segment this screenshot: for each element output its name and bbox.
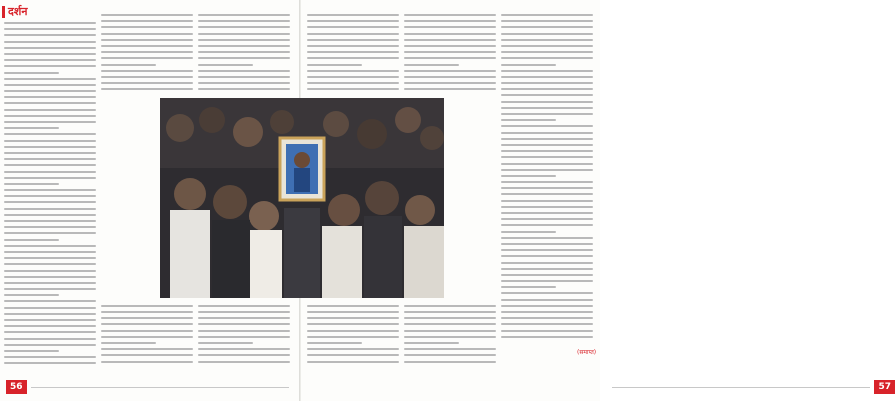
text-line-placeholder xyxy=(404,45,496,47)
text-line-placeholder xyxy=(4,59,96,61)
text-line-placeholder xyxy=(4,239,59,241)
text-line-placeholder xyxy=(501,150,593,152)
text-line-placeholder xyxy=(501,311,593,313)
text-line-placeholder xyxy=(307,323,399,325)
text-line-placeholder xyxy=(101,323,193,325)
text-line-placeholder xyxy=(404,26,496,28)
text-line-placeholder xyxy=(101,57,193,59)
text-line-placeholder xyxy=(307,311,399,313)
text-line-placeholder xyxy=(404,342,459,344)
text-line-placeholder xyxy=(4,34,96,36)
text-line-placeholder xyxy=(198,64,253,66)
text-line-placeholder xyxy=(4,331,96,333)
section-title: दर्शन xyxy=(8,5,28,18)
text-line-placeholder xyxy=(501,64,556,66)
text-line-placeholder xyxy=(198,323,290,325)
text-line-placeholder xyxy=(404,323,496,325)
text-line-placeholder xyxy=(101,64,156,66)
text-line-placeholder xyxy=(198,20,290,22)
text-line-placeholder xyxy=(501,70,593,72)
text-line-placeholder xyxy=(4,325,96,327)
text-line-placeholder xyxy=(4,313,96,315)
text-line-placeholder xyxy=(501,268,593,270)
text-line-placeholder xyxy=(198,88,290,90)
text-line-placeholder xyxy=(404,70,496,72)
text-line-placeholder xyxy=(101,88,193,90)
text-line-placeholder xyxy=(101,348,193,350)
text-line-placeholder xyxy=(198,330,290,332)
text-line-placeholder xyxy=(404,317,496,319)
text-line-placeholder xyxy=(101,330,193,332)
text-line-placeholder xyxy=(501,212,593,214)
text-line-placeholder xyxy=(501,113,593,115)
text-line-placeholder xyxy=(198,82,290,84)
text-line-placeholder xyxy=(501,88,593,90)
text-line-placeholder xyxy=(404,311,496,313)
text-line-placeholder xyxy=(501,274,593,276)
text-line-placeholder xyxy=(501,101,593,103)
left-footer xyxy=(6,380,293,394)
text-line-placeholder xyxy=(101,354,193,356)
text-column-1 xyxy=(4,22,96,369)
text-line-placeholder xyxy=(101,26,193,28)
text-line-placeholder xyxy=(501,323,593,325)
text-line-placeholder xyxy=(404,57,496,59)
text-line-placeholder xyxy=(4,96,96,98)
text-line-placeholder xyxy=(307,354,399,356)
text-line-placeholder xyxy=(101,317,193,319)
text-line-placeholder xyxy=(501,262,593,264)
text-line-placeholder xyxy=(4,338,96,340)
text-line-placeholder xyxy=(307,330,399,332)
text-line-placeholder xyxy=(4,208,96,210)
text-line-placeholder xyxy=(198,26,290,28)
text-line-placeholder xyxy=(501,237,593,239)
text-line-placeholder xyxy=(501,206,593,208)
text-line-placeholder xyxy=(404,354,496,356)
text-line-placeholder xyxy=(501,82,593,84)
text-line-placeholder xyxy=(4,300,96,302)
text-line-placeholder xyxy=(501,200,593,202)
text-line-placeholder xyxy=(4,226,96,228)
text-line-placeholder xyxy=(4,319,96,321)
text-line-placeholder xyxy=(501,169,593,171)
text-line-placeholder xyxy=(307,20,399,22)
text-line-placeholder xyxy=(4,47,96,49)
text-line-placeholder xyxy=(501,305,593,307)
text-line-placeholder xyxy=(307,361,399,363)
text-line-placeholder xyxy=(4,245,96,247)
text-line-placeholder xyxy=(501,280,593,282)
text-line-placeholder xyxy=(307,14,399,16)
text-line-placeholder xyxy=(4,121,96,123)
text-line-placeholder xyxy=(4,65,96,67)
text-line-placeholder xyxy=(501,336,593,338)
text-line-placeholder xyxy=(404,64,459,66)
text-line-placeholder xyxy=(4,109,96,111)
text-line-placeholder xyxy=(501,156,593,158)
text-line-placeholder xyxy=(198,70,290,72)
text-line-placeholder xyxy=(4,140,96,142)
text-line-placeholder xyxy=(4,102,96,104)
text-line-placeholder xyxy=(404,88,496,90)
text-line-placeholder xyxy=(501,26,593,28)
text-line-placeholder xyxy=(4,189,96,191)
text-line-placeholder xyxy=(4,28,96,30)
footer-rule-right xyxy=(612,387,870,388)
text-line-placeholder xyxy=(307,88,399,90)
text-line-placeholder xyxy=(4,171,96,173)
text-line-placeholder xyxy=(4,84,96,86)
text-line-placeholder xyxy=(101,51,193,53)
text-line-placeholder xyxy=(501,218,593,220)
text-line-placeholder xyxy=(4,115,96,117)
text-line-placeholder xyxy=(4,282,96,284)
text-line-placeholder xyxy=(404,336,496,338)
text-line-placeholder xyxy=(4,158,96,160)
text-line-placeholder xyxy=(501,175,556,177)
text-line-placeholder xyxy=(4,53,96,55)
text-line-placeholder xyxy=(501,249,593,251)
text-line-placeholder xyxy=(198,45,290,47)
text-line-placeholder xyxy=(501,132,593,134)
section-bar xyxy=(2,6,5,18)
text-line-placeholder xyxy=(307,64,362,66)
text-line-placeholder xyxy=(198,305,290,307)
text-line-placeholder xyxy=(198,51,290,53)
text-line-placeholder xyxy=(404,51,496,53)
text-line-placeholder xyxy=(101,39,193,41)
page-number-left: 56 xyxy=(6,380,27,394)
text-line-placeholder xyxy=(307,76,399,78)
text-line-placeholder xyxy=(501,224,593,226)
text-line-placeholder xyxy=(4,164,96,166)
text-line-placeholder xyxy=(307,33,399,35)
text-line-placeholder xyxy=(101,336,193,338)
text-line-placeholder xyxy=(4,72,59,74)
text-line-placeholder xyxy=(4,307,96,309)
text-line-placeholder xyxy=(4,232,96,234)
text-line-placeholder xyxy=(307,336,399,338)
text-line-placeholder xyxy=(501,57,593,59)
text-line-placeholder xyxy=(4,270,96,272)
text-line-placeholder xyxy=(4,41,96,43)
text-line-placeholder xyxy=(101,33,193,35)
text-line-placeholder xyxy=(404,330,496,332)
text-line-placeholder xyxy=(307,82,399,84)
text-line-placeholder xyxy=(4,195,96,197)
text-line-placeholder xyxy=(4,146,96,148)
text-line-placeholder xyxy=(198,354,290,356)
text-line-placeholder xyxy=(307,45,399,47)
page-number-right: 57 xyxy=(874,380,895,394)
text-line-placeholder xyxy=(501,181,593,183)
text-line-placeholder xyxy=(501,20,593,22)
text-line-placeholder xyxy=(501,243,593,245)
text-line-placeholder xyxy=(404,39,496,41)
text-line-placeholder xyxy=(307,39,399,41)
text-line-placeholder xyxy=(501,144,593,146)
text-line-placeholder xyxy=(501,163,593,165)
text-line-placeholder xyxy=(4,183,59,185)
text-line-placeholder xyxy=(404,20,496,22)
text-line-placeholder xyxy=(501,187,593,189)
text-line-placeholder xyxy=(101,361,193,363)
text-line-placeholder xyxy=(101,76,193,78)
text-line-placeholder xyxy=(4,201,96,203)
text-line-placeholder xyxy=(4,356,96,358)
text-line-placeholder xyxy=(4,90,96,92)
text-line-placeholder xyxy=(307,342,362,344)
text-line-placeholder xyxy=(501,33,593,35)
text-line-placeholder xyxy=(404,14,496,16)
text-line-placeholder xyxy=(101,342,156,344)
text-line-placeholder xyxy=(101,82,193,84)
text-line-placeholder xyxy=(101,311,193,313)
text-line-placeholder xyxy=(501,317,593,319)
text-line-placeholder xyxy=(501,292,593,294)
text-line-placeholder xyxy=(307,57,399,59)
text-line-placeholder xyxy=(501,255,593,257)
text-line-placeholder xyxy=(404,33,496,35)
text-line-placeholder xyxy=(4,263,96,265)
text-line-placeholder xyxy=(307,51,399,53)
crowd-photo-illustration xyxy=(160,98,444,298)
text-line-placeholder xyxy=(198,57,290,59)
text-line-placeholder xyxy=(4,22,96,24)
text-line-placeholder xyxy=(198,76,290,78)
text-line-placeholder xyxy=(404,82,496,84)
text-line-placeholder xyxy=(198,361,290,363)
text-line-placeholder xyxy=(4,276,96,278)
text-line-placeholder xyxy=(4,152,96,154)
text-line-placeholder xyxy=(501,39,593,41)
text-line-placeholder xyxy=(404,348,496,350)
text-line-placeholder xyxy=(198,33,290,35)
text-line-placeholder xyxy=(4,288,96,290)
text-line-placeholder xyxy=(101,14,193,16)
footer-rule-left xyxy=(31,387,289,388)
text-line-placeholder xyxy=(4,362,96,364)
text-line-placeholder xyxy=(4,294,59,296)
text-line-placeholder xyxy=(501,231,556,233)
text-line-placeholder xyxy=(501,107,593,109)
text-line-placeholder xyxy=(501,76,593,78)
text-line-placeholder xyxy=(501,193,593,195)
text-line-placeholder xyxy=(198,39,290,41)
text-line-placeholder xyxy=(404,361,496,363)
text-line-placeholder xyxy=(198,317,290,319)
right-footer xyxy=(608,380,895,394)
text-line-placeholder xyxy=(404,305,496,307)
text-line-placeholder xyxy=(4,251,96,253)
text-line-placeholder xyxy=(101,70,193,72)
text-line-placeholder xyxy=(4,344,96,346)
text-line-placeholder xyxy=(4,133,96,135)
text-line-placeholder xyxy=(307,348,399,350)
article-end-mark: (समाप्त) xyxy=(577,349,597,356)
article-photo xyxy=(160,98,444,298)
text-line-placeholder xyxy=(4,78,96,80)
text-line-placeholder xyxy=(501,45,593,47)
text-line-placeholder xyxy=(501,138,593,140)
text-line-placeholder xyxy=(4,177,96,179)
text-line-placeholder xyxy=(307,70,399,72)
text-line-placeholder xyxy=(501,14,593,16)
text-line-placeholder xyxy=(501,299,593,301)
text-line-placeholder xyxy=(404,76,496,78)
text-line-placeholder xyxy=(198,311,290,313)
section-label xyxy=(2,4,27,19)
text-line-placeholder xyxy=(307,305,399,307)
text-line-placeholder xyxy=(198,14,290,16)
text-line-placeholder xyxy=(501,286,556,288)
text-line-placeholder xyxy=(501,125,593,127)
text-line-placeholder xyxy=(307,317,399,319)
text-line-placeholder xyxy=(101,20,193,22)
text-line-placeholder xyxy=(501,94,593,96)
text-line-placeholder xyxy=(4,220,96,222)
text-line-placeholder xyxy=(4,350,59,352)
text-line-placeholder xyxy=(307,26,399,28)
text-line-placeholder xyxy=(198,336,290,338)
text-line-placeholder xyxy=(501,119,556,121)
text-line-placeholder xyxy=(4,127,59,129)
text-line-placeholder xyxy=(4,214,96,216)
text-line-placeholder xyxy=(101,45,193,47)
text-line-placeholder xyxy=(4,257,96,259)
text-line-placeholder xyxy=(101,305,193,307)
text-line-placeholder xyxy=(501,330,593,332)
text-line-placeholder xyxy=(501,51,593,53)
text-column-6 xyxy=(501,14,593,342)
text-line-placeholder xyxy=(198,342,253,344)
text-line-placeholder xyxy=(198,348,290,350)
